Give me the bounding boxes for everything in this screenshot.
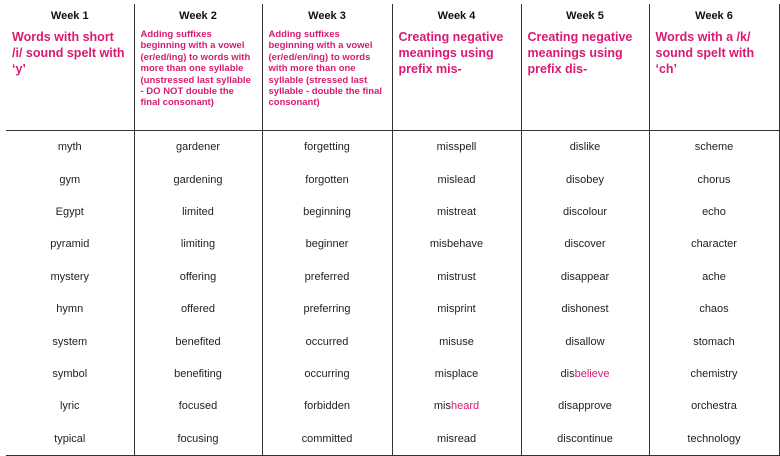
week-header-4 (392, 4, 521, 131)
week-header-6 (649, 4, 779, 131)
word-row (6, 196, 779, 228)
week-header-3 (262, 4, 392, 131)
word-text: discolour (562, 205, 608, 218)
word-text: offered (180, 303, 216, 316)
word-text: offering (179, 270, 217, 283)
week-topic: Adding suffixes beginning with a vowel (er/ed/ing) to words with more than one syllable (unstressed last syllable - DO NOT double the final consonant) (140, 29, 251, 109)
word-cell (392, 261, 521, 293)
word-text: symbol (52, 367, 88, 380)
word-text: mystery (50, 270, 89, 283)
week-topic: Creating negative meanings using prefix dis- (527, 30, 633, 76)
word-text: focusing (177, 432, 219, 445)
header-row (6, 4, 779, 131)
word-text: committed (301, 432, 353, 445)
word-text: discontinue (557, 432, 613, 445)
word-row (6, 131, 779, 164)
word-text: stomach (693, 335, 735, 348)
word-cell (134, 293, 262, 325)
word-text: character (691, 238, 737, 251)
word-cell (6, 423, 134, 456)
word-cell (392, 228, 521, 260)
week-header-1 (6, 4, 134, 131)
word-cell (649, 228, 779, 260)
week-label: Week 5 (566, 10, 604, 22)
word-cell (649, 390, 779, 422)
table-header (6, 4, 779, 131)
word-text: limited (182, 205, 214, 218)
word-cell (6, 358, 134, 390)
word-text: hymn (56, 303, 84, 316)
word-text: ache (702, 270, 726, 283)
word-highlight: believe (574, 367, 610, 380)
word-cell (262, 423, 392, 456)
word-cell (521, 325, 649, 357)
word-cell (262, 228, 392, 260)
word-cell (392, 196, 521, 228)
word-row (6, 423, 779, 456)
word-text: system (52, 335, 88, 348)
word-cell (649, 293, 779, 325)
word-cell (392, 358, 521, 390)
word-cell (649, 131, 779, 164)
word-cell (521, 228, 649, 260)
word-text: benefited (175, 335, 221, 348)
table-body (6, 131, 779, 456)
word-cell (262, 325, 392, 357)
word-cell (649, 423, 779, 456)
word-row (6, 325, 779, 357)
week-label: Week 2 (179, 10, 217, 22)
word-cell (134, 196, 262, 228)
word-cell (6, 131, 134, 164)
word-text: pyramid (50, 238, 90, 251)
word-cell (392, 293, 521, 325)
spelling-table (6, 4, 780, 456)
word-cell (649, 196, 779, 228)
word-cell (392, 163, 521, 195)
word-text: preferring (303, 303, 351, 316)
word-cell (6, 325, 134, 357)
word-text: misbehave (429, 238, 484, 251)
word-cell (6, 163, 134, 195)
word-cell (262, 293, 392, 325)
word-cell (649, 325, 779, 357)
word-cell (521, 358, 649, 390)
word-text: dishonest (561, 303, 609, 316)
word-cell (392, 131, 521, 164)
word-text: benefiting (174, 367, 222, 380)
word-cell (6, 293, 134, 325)
word-text: disappear (560, 270, 610, 283)
word-text: mistreat (436, 205, 477, 218)
word-text: chemistry (690, 367, 738, 380)
word-cell (649, 261, 779, 293)
word-cell (134, 131, 262, 164)
word-text: misplace (434, 367, 479, 380)
week-header-5 (521, 4, 649, 131)
word-row (6, 261, 779, 293)
word-cell (134, 325, 262, 357)
word-text: beginning (303, 205, 351, 218)
word-cell (134, 261, 262, 293)
word-cell (521, 390, 649, 422)
word-cell (6, 390, 134, 422)
word-cell (6, 196, 134, 228)
word-text: gardening (173, 173, 223, 186)
week-topic: Words with a /k/ sound spelt with ‘ch’ (655, 30, 755, 76)
word-cell (521, 423, 649, 456)
word-text: misread (436, 432, 477, 445)
word-cell (521, 293, 649, 325)
word-cell (134, 163, 262, 195)
week-topic: Creating negative meanings using prefix mis- (398, 30, 504, 76)
word-row (6, 163, 779, 195)
word-text: gardener (175, 141, 221, 154)
week-topic: Adding suffixes beginning with a vowel (er/ed/en/ing) to words with more than one syllable (stressed last syllable - double the final consonant) (268, 29, 382, 109)
word-text: mis (433, 400, 451, 413)
word-text: disallow (565, 335, 605, 348)
word-text: limiting (180, 238, 216, 251)
word-text: disapprove (558, 400, 612, 413)
word-cell (134, 390, 262, 422)
word-cell (6, 261, 134, 293)
word-cell (392, 325, 521, 357)
word-text: Egypt (55, 205, 84, 218)
word-text: forbidden (304, 400, 350, 413)
word-cell (521, 163, 649, 195)
week-label: Week 6 (695, 10, 733, 22)
word-text: technology (687, 432, 741, 445)
word-row (6, 390, 779, 422)
word-highlight: heard (450, 400, 480, 413)
week-header-2 (134, 4, 262, 131)
word-text: disobey (566, 173, 604, 186)
word-text: occurred (305, 335, 349, 348)
word-cell (134, 423, 262, 456)
word-text: dislike (569, 141, 601, 154)
word-text: forgotten (305, 173, 349, 186)
word-row (6, 293, 779, 325)
word-text: misspell (436, 141, 477, 154)
word-text: misuse (439, 335, 474, 348)
word-cell (262, 358, 392, 390)
word-cell (262, 131, 392, 164)
week-label: Week 3 (308, 10, 346, 22)
word-cell (521, 261, 649, 293)
word-cell (392, 390, 521, 422)
word-row (6, 228, 779, 260)
word-text: dis (560, 367, 575, 380)
word-text: discover (564, 238, 606, 251)
word-text: forgetting (304, 141, 350, 154)
word-text: mistrust (437, 270, 476, 283)
word-cell (649, 163, 779, 195)
word-cell (262, 261, 392, 293)
word-row (6, 358, 779, 390)
word-cell (521, 196, 649, 228)
word-text: focused (178, 400, 218, 413)
word-text: typical (54, 432, 86, 445)
word-text: chorus (697, 173, 731, 186)
word-text: lyric (59, 400, 80, 413)
word-text: echo (702, 205, 726, 218)
word-text: myth (57, 141, 82, 154)
word-text: misprint (437, 303, 476, 316)
word-cell (521, 131, 649, 164)
word-text: orchestra (691, 400, 737, 413)
word-text: scheme (694, 141, 734, 154)
word-cell (262, 196, 392, 228)
word-text: chaos (699, 303, 729, 316)
word-text: beginner (305, 238, 349, 251)
word-cell (134, 358, 262, 390)
word-cell (649, 358, 779, 390)
week-label: Week 4 (437, 10, 476, 22)
word-text: preferred (304, 270, 350, 283)
word-text: occurring (304, 367, 350, 380)
word-text: gym (59, 173, 81, 186)
word-cell (134, 228, 262, 260)
word-cell (6, 228, 134, 260)
week-label: Week 1 (50, 10, 89, 22)
week-topic: Words with short /i/ sound spelt with ‘y’ (12, 30, 125, 76)
word-cell (392, 423, 521, 456)
word-cell (262, 163, 392, 195)
word-text: mislead (437, 173, 476, 186)
word-cell (262, 390, 392, 422)
